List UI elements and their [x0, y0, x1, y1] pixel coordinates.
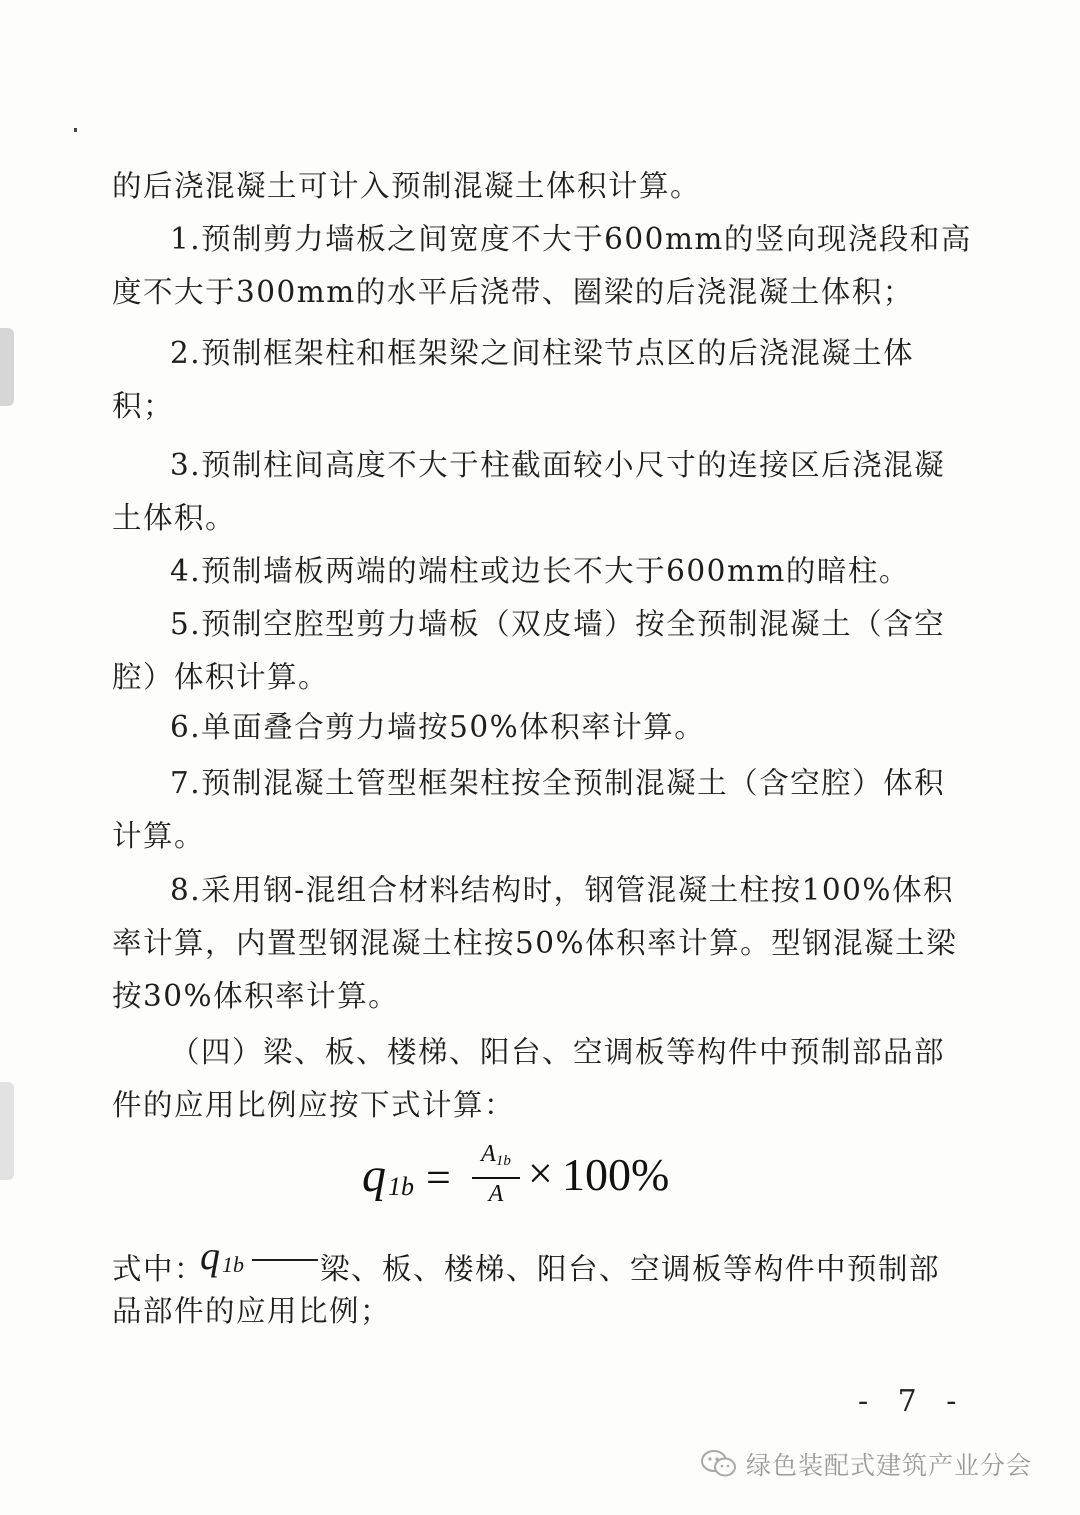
text-line: （四）梁、板、楼梯、阳台、空调板等构件中预制部品部	[170, 1035, 946, 1069]
text-line: 7.预制混凝土管型框架柱按全预制混凝土（含空腔）体积	[170, 766, 946, 800]
fraction-bar	[472, 1177, 520, 1179]
text-line: 腔）体积计算。	[112, 660, 330, 694]
definition-dash	[252, 1259, 318, 1261]
text-line: 3.预制柱间高度不大于柱截面较小尺寸的连接区后浇混凝	[170, 448, 946, 482]
formula-fraction	[470, 1140, 522, 1207]
definition-label: 式中：	[112, 1252, 206, 1286]
page-number: - 7 -	[858, 1384, 967, 1419]
definition-text: 梁、板、楼梯、阳台、空调板等构件中预制部	[320, 1252, 941, 1286]
formula-numerator: $A_{1b}$	[481, 1141, 511, 1169]
scan-edge-mark	[0, 328, 14, 406]
text-line: 的后浇混凝土可计入预制混凝土体积计算。	[112, 169, 702, 203]
definition-symbol-subscript: 1b	[222, 1252, 244, 1277]
formula-equals: =	[426, 1153, 451, 1202]
text-line: 率计算，内置型钢混凝土柱按50%体积率计算。型钢混凝土梁	[112, 926, 958, 960]
formula-lhs-subscript: 1b	[388, 1172, 414, 1201]
text-line: 按30%体积率计算。	[112, 979, 400, 1013]
wechat-icon	[700, 1449, 738, 1479]
text-line: 件的应用比例应按下式计算：	[112, 1088, 516, 1122]
formula-denominator: A	[488, 1181, 504, 1207]
definition-symbol: q	[200, 1233, 220, 1278]
text-line: 品部件的应用比例；	[112, 1294, 392, 1328]
text-line: 8.采用钢-混组合材料结构时，钢管混凝土柱按100%体积	[170, 873, 954, 907]
formula-percent: 100%	[562, 1149, 670, 1200]
text-line: 4.预制墙板两端的端柱或边长不大于600mm的暗柱。	[170, 554, 910, 588]
text-line: 1.预制剪力墙板之间宽度不大于600mm的竖向现浇段和高	[170, 222, 972, 256]
watermark-text: 绿色装配式建筑产业分会	[746, 1451, 1033, 1480]
watermark	[700, 1447, 1032, 1481]
text-line: 2.预制框架柱和框架梁之间柱梁节点区的后浇混凝土体	[170, 336, 915, 370]
text-line: 计算。	[112, 819, 206, 853]
formula-times: ×	[528, 1149, 553, 1198]
text-line: 积；	[112, 389, 175, 423]
formula-lhs: q	[362, 1149, 386, 1202]
scan-edge-mark	[0, 1082, 14, 1180]
text-line: 度不大于300mm的水平后浇带、圈梁的后浇混凝土体积；	[112, 275, 914, 309]
text-line: 土体积。	[112, 501, 237, 535]
text-line: 6.单面叠合剪力墙按50%体积率计算。	[170, 710, 706, 744]
scan-speck	[74, 128, 77, 132]
text-line: 5.预制空腔型剪力墙板（双皮墙）按全预制混凝土（含空	[170, 607, 946, 641]
